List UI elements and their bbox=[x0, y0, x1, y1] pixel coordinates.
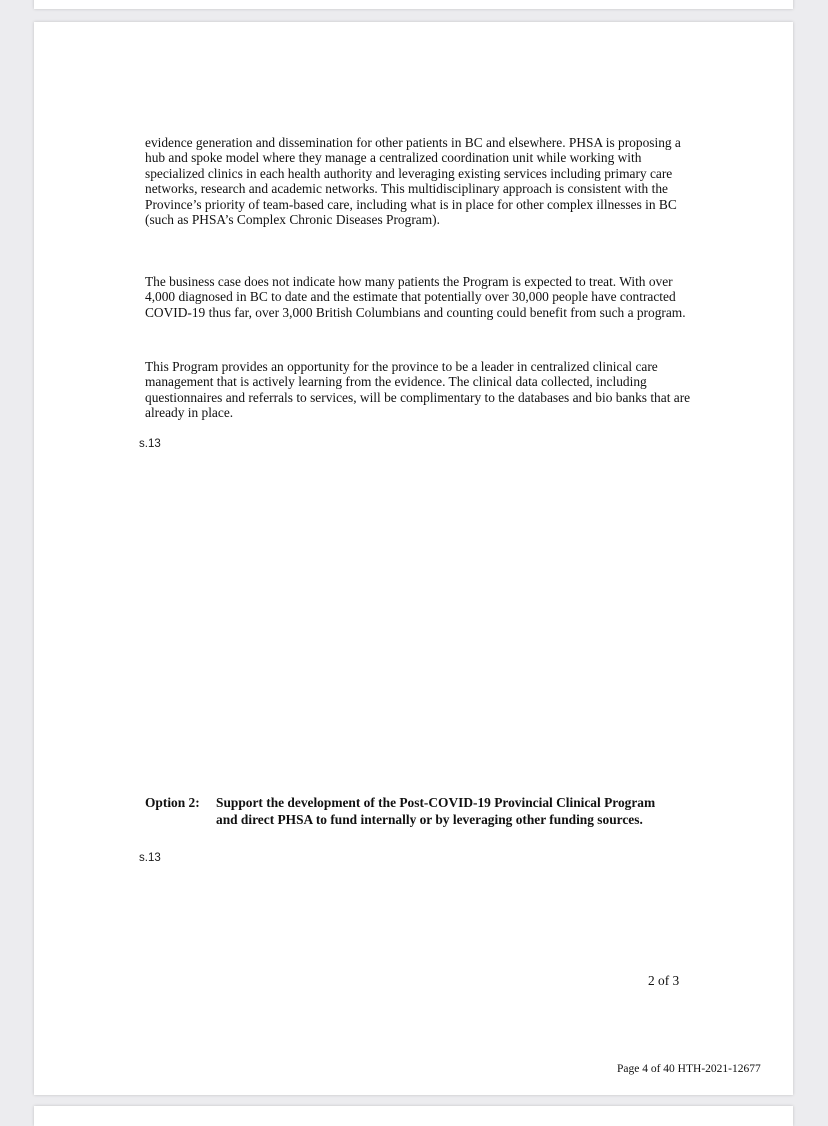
option-title: Support the development of the Post-COVID-19 Provincial Clinical Program and direct PHSA to fund internally or by leveraging other funding sources. bbox=[216, 795, 656, 827]
document-page bbox=[34, 22, 793, 1095]
redaction-code: s.13 bbox=[139, 438, 161, 450]
previous-page-edge bbox=[34, 0, 793, 9]
option-label: Option 2: bbox=[145, 795, 200, 810]
document-footer: Page 4 of 40 HTH-2021-12677 bbox=[617, 1063, 761, 1075]
page-number: 2 of 3 bbox=[648, 973, 680, 988]
body-paragraph: evidence generation and dissemination for other patients in BC and elsewhere. PHSA is proposing a hub and spoke model where they manage a centralized coordination unit while working with specialized clinics in each health authority and leveraging existing services including primary care networks, research and academic networks. This multidisciplinary approach is consistent with the Province’s priority of team-based care, including what is in place for other complex illnesses in BC (such as PHSA’s Complex Chronic Diseases Program). bbox=[145, 135, 681, 228]
body-paragraph: This Program provides an opportunity for the province to be a leader in centralized clinical care management that is actively learning from the evidence. The clinical data collected, including questionnaires and referrals to services, will be complimentary to the databases and bio banks that are already in place. bbox=[145, 359, 691, 421]
body-paragraph: The business case does not indicate how many patients the Program is expected to treat. With over 4,000 diagnosed in BC to date and the estimate that potentially over 30,000 people have contracted COVID-19 thus far, over 3,000 British Columbians and counting could benefit from such a program. bbox=[145, 274, 686, 320]
redaction-code: s.13 bbox=[139, 852, 161, 864]
next-page-edge bbox=[34, 1106, 793, 1126]
